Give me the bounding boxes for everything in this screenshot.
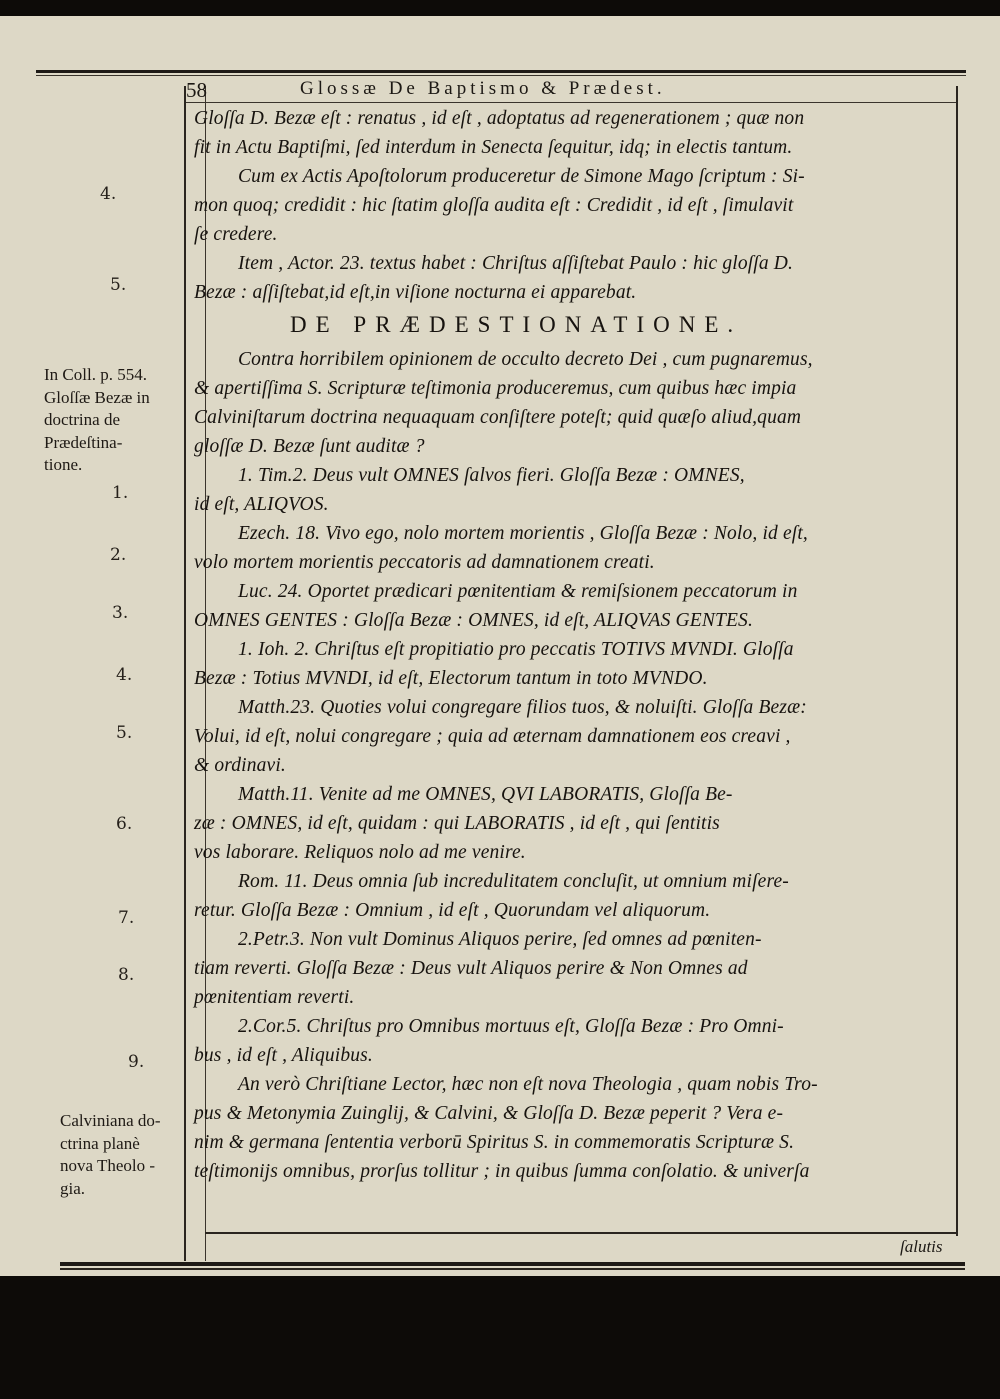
- marginal-note: [60, 1110, 184, 1200]
- text-line: nim & germana ſententia verborū Spiritus S. in commemoratis Scripturæ S.: [194, 1132, 795, 1153]
- marginal-note-line: In Coll. p. 554.: [44, 365, 147, 384]
- margin-number: 4.: [116, 665, 133, 685]
- margin-number: 9.: [128, 1052, 145, 1072]
- text-line: gloſſæ D. Bezæ ſunt auditæ ?: [194, 436, 425, 457]
- margin-number: 5.: [116, 723, 133, 743]
- text-line: Bezæ : aſſiſtebat,id eſt,in viſione nocturna ei apparebat.: [194, 282, 637, 303]
- text-line: Matth.11. Venite ad me OMNES, QVI LABORATIS, Gloſſa Be-: [238, 784, 733, 805]
- text-line: & ordinavi.: [194, 755, 286, 776]
- text-line: vos laborare. Reliquos nolo ad me venire.: [194, 842, 526, 863]
- text-block-bottom-rule: [205, 1232, 956, 1234]
- running-title: Glossæ De Baptismo & Prædest.: [300, 78, 666, 99]
- text-line: Volui, id eſt, nolui congregare ; quia ad æternam damnationem eos creavi ,: [194, 726, 791, 747]
- marginal-note-line: nova Theolo -: [60, 1156, 156, 1175]
- text-line: pœnitentiam reverti.: [194, 987, 355, 1008]
- text-line: Rom. 11. Deus omnia ſub incredulitatem concluſit, ut omnium miſere-: [238, 871, 789, 892]
- scan-border: [0, 0, 1000, 16]
- text-line: Cum ex Actis Apoſtolorum produceretur de Simone Mago ſcriptum : Si-: [238, 166, 805, 187]
- marginal-note: [44, 364, 184, 477]
- text-line: 1. Ioh. 2. Chriſtus eſt propitiatio pro peccatis TOTIVS MVNDI. Gloſſa: [238, 639, 794, 660]
- margin-number: 2.: [110, 545, 127, 565]
- marginal-note-line: tione.: [44, 455, 83, 474]
- text-line: tiam reverti. Gloſſa Bezæ : Deus vult Aliquos perire & Non Omnes ad: [194, 958, 748, 979]
- margin-rule-right: [956, 86, 958, 1236]
- text-line: & apertiſſima S. Scripturæ teſtimonia produceremus, cum quibus hæc impia: [194, 378, 797, 399]
- marginal-note-line: Calviniana do-: [60, 1111, 161, 1130]
- text-line: mon quoq; credidit : hic ſtatim gloſſa audita eſt : Credidit , id eſt , ſimulavit: [194, 195, 794, 216]
- header-underline: [184, 102, 956, 103]
- text-line: OMNES GENTES : Gloſſa Bezæ : OMNES, id eſt, ALIQVAS GENTES.: [194, 610, 753, 631]
- text-line: Contra horribilem opinionem de occulto decreto Dei , cum pugnaremus,: [238, 349, 813, 370]
- text-line: Bezæ : Totius MVNDI, id eſt, Electorum tantum in toto MVNDO.: [194, 668, 708, 689]
- text-line: An verò Chriſtiane Lector, hæc non eſt nova Theologia , quam nobis Tro-: [238, 1074, 818, 1095]
- marginal-note-line: doctrina de: [44, 410, 120, 429]
- text-line: ſe credere.: [194, 224, 278, 245]
- marginal-note-line: ctrina planè: [60, 1133, 140, 1153]
- text-line: fit in Actu Baptiſmi, ſed interdum in Senecta ſequitur, idq; in electis tantum.: [194, 137, 793, 158]
- margin-number: 3.: [112, 603, 129, 623]
- section-heading: DE PRÆDESTIONATIONE.: [290, 312, 743, 337]
- header-rule: [36, 70, 966, 73]
- text-line: Luc. 24. Oportet prædicari pœnitentiam & remiſsionem peccatorum in: [238, 581, 798, 602]
- text-line: Ezech. 18. Vivo ego, nolo mortem morientis , Gloſſa Bezæ : Nolo, id eſt,: [238, 523, 808, 544]
- margin-number: 4.: [100, 184, 117, 204]
- text-line: 1. Tim.2. Deus vult OMNES ſalvos fieri. Gloſſa Bezæ : OMNES,: [238, 465, 745, 486]
- margin-rule-left: [184, 86, 186, 1261]
- text-line: Matth.23. Quoties volui congregare filios tuos, & noluiſti. Gloſſa Bezæ:: [238, 697, 807, 718]
- marginal-note-line: Prædeſtina-: [44, 432, 123, 452]
- text-line: teſtimonijs omnibus, prorſus tollitur ; in quibus ſumma conſolatio. & univerſa: [194, 1161, 810, 1182]
- text-line: 2.Cor.5. Chriſtus pro Omnibus mortuus eſt, Gloſſa Bezæ : Pro Omni-: [238, 1016, 784, 1037]
- page-number: 58: [186, 78, 207, 102]
- text-line: volo mortem morientis peccatoris ad damnationem creati.: [194, 552, 655, 573]
- text-line: pus & Metonymia Zuinglij, & Calvini, & Gloſſa D. Bezæ peperit ? Vera e-: [194, 1103, 784, 1124]
- text-line: bus , id eſt , Aliquibus.: [194, 1045, 373, 1066]
- text-line: Gloſſa D. Bezæ eſt : renatus , id eſt , adoptatus ad regenerationem ; quæ non: [194, 108, 805, 129]
- text-line: Item , Actor. 23. textus habet : Chriſtus aſſiſtebat Paulo : hic gloſſa D.: [238, 253, 794, 274]
- margin-number: 8.: [118, 965, 135, 985]
- marginal-note-line: Gloſſæ Bezæ in: [44, 387, 150, 407]
- text-line: Calviniſtarum doctrina nequaquam conſiſtere poteſt; quid quæſo aliud,quam: [194, 407, 802, 428]
- text-line: 2.Petr.3. Non vult Dominus Aliquos perire, ſed omnes ad pœniten-: [238, 929, 762, 950]
- margin-number: 5.: [110, 275, 127, 295]
- text-line: retur. Gloſſa Bezæ : Omnium , id eſt , Quorundam vel aliquorum.: [194, 900, 711, 921]
- text-line: zæ : OMNES, id eſt, quidam : qui LABORATIS , id eſt , qui ſentitis: [194, 813, 720, 834]
- margin-number: 6.: [116, 814, 133, 834]
- footer-rule-thin: [60, 1268, 965, 1270]
- footer-rule: [60, 1262, 965, 1266]
- catchword: ſalutis: [900, 1237, 943, 1256]
- header-rule-thin: [36, 75, 966, 76]
- text-line: id eſt, ALIQVOS.: [194, 494, 329, 515]
- marginal-note-line: gia.: [60, 1178, 86, 1198]
- margin-number: 7.: [118, 908, 135, 928]
- margin-number: 1.: [112, 483, 129, 503]
